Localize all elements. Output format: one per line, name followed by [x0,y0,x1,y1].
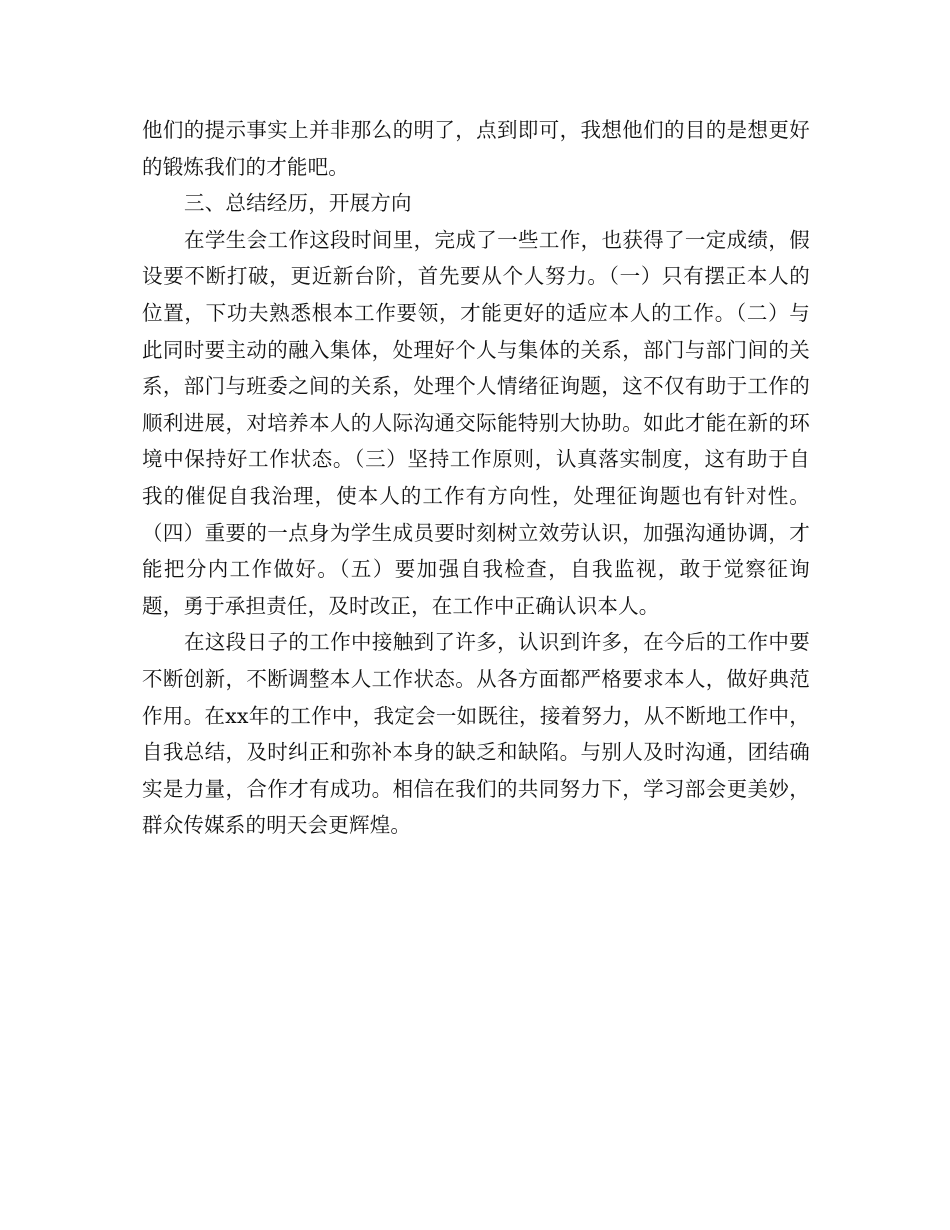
document-page [142,112,810,844]
paragraph-conclusion: 在这段日子的工作中接触到了许多，认识到许多，在今后的工作中要不断创新，不断调整本人工作状态。从各方面都严格要求本人，做好典范作用。在xx年的工作中，我定会一如既往，接着努力，从不断地工作中，自我总结，及时纠正和弥补本身的缺乏和缺陷。与别人及时沟通，团结确实是力量，合作才有成功。相信在我们的共同努力下，学习部会更美妙，群众传媒系的明天会更辉煌。 [142,630,810,838]
section-heading: 三、总结经历，开展方向 [184,191,412,216]
paragraph-continuation: 他们的提示事实上并非那么的明了，点到即可，我想他们的目的是想更好的锻炼我们的才能吧。 [142,118,810,179]
paragraph-body: 在学生会工作这段时间里，完成了一些工作，也获得了一定成绩，假设要不断打破，更近新台阶，首先要从个人努力。（一）只有摆正本人的位置，下功夫熟悉根本工作要领，才能更好的适应本人的工作。（二）与此同时要主动的融入集体，处理好个人与集体的关系，部门与部门间的关系，部门与班委之间的关系，处理个人情绪征询题，这不仅有助于工作的顺利进展，对培养本人的人际沟通交际能特别大协助。如此才能在新的环境中保持好工作状态。（三）坚持工作原则，认真落实制度，这有助于自我的催促自我治理，使本人的工作有方向性，处理征询题也有针对性。（四）重要的一点身为学生成员要时刻树立效劳认识，加强沟通协调，才能把分内工作做好。（五）要加强自我检查，自我监视，敢于觉察征询题，勇于承担责任，及时改正，在工作中正确认识本人。 [142,227,810,618]
